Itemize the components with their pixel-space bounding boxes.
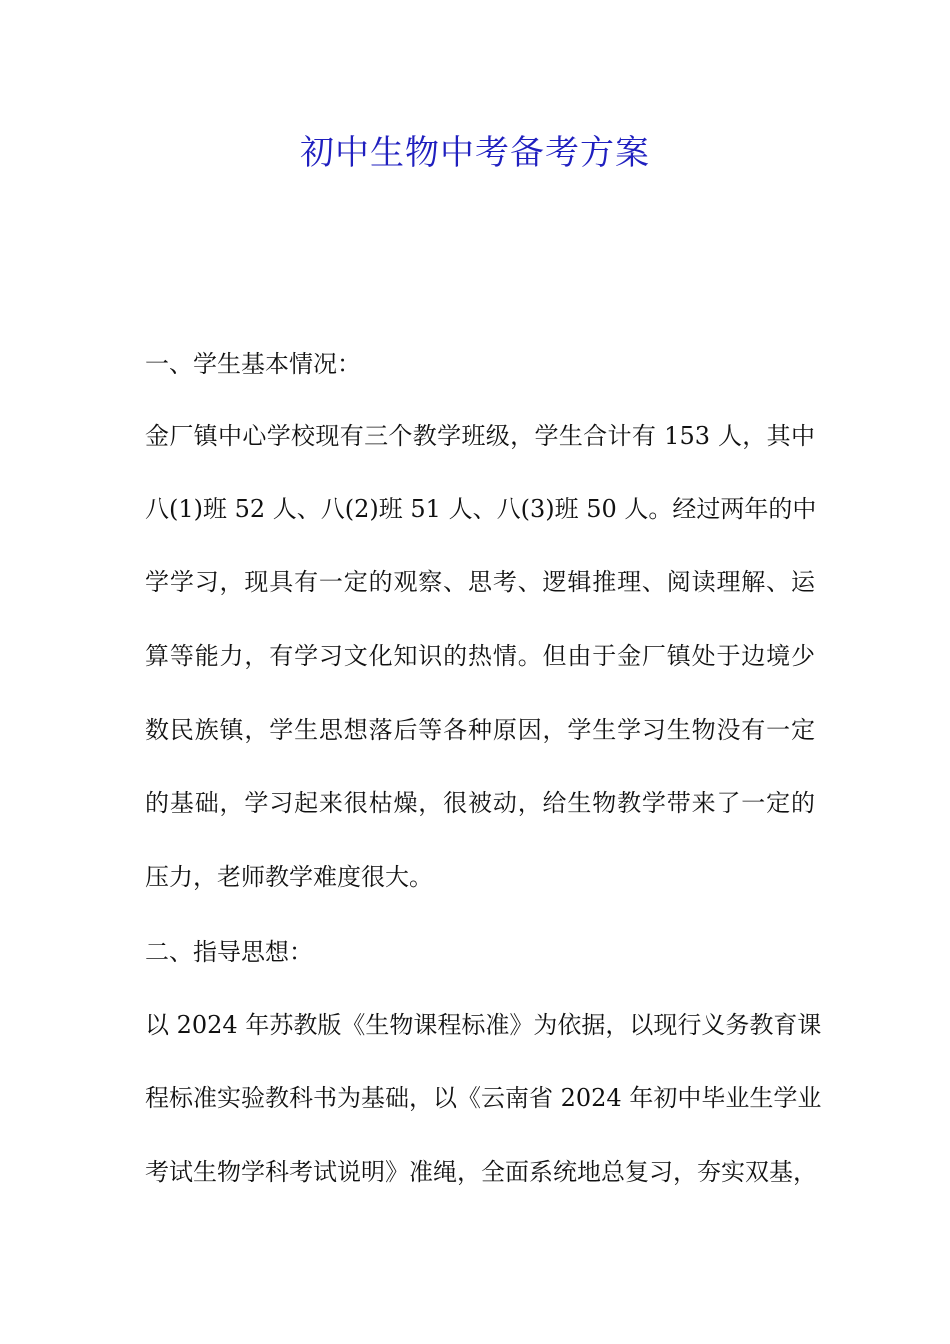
paragraph-line: 以 2024 年苏教版《生物课程标准》为依据，以现行义务教育课 [145,1011,822,1039]
section-heading-student-situation: 一、学生基本情况： [145,350,361,378]
paragraph-line: 学学习，现具有一定的观察、思考、逻辑推理、阅读理解、运 [145,568,815,596]
paragraph-line: 八(1)班 52 人、八(2)班 51 人、八(3)班 50 人。经过两年的中 [145,495,817,523]
document-title: 初中生物中考备考方案 [300,133,650,173]
paragraph-line: 算等能力，有学习文化知识的热情。但由于金厂镇处于边境少 [145,642,815,670]
paragraph-line: 的基础，学习起来很枯燥，很被动，给生物教学带来了一定的 [145,789,815,817]
section-heading-guiding-thought: 二、指导思想： [145,938,313,966]
paragraph-line: 金厂镇中心学校现有三个教学班级，学生合计有 153 人，其中 [145,422,815,450]
paragraph-line: 压力，老师教学难度很大。 [145,863,433,891]
paragraph-line: 数民族镇，学生思想落后等各种原因，学生学习生物没有一定 [145,716,815,744]
paragraph-line: 程标准实验教科书为基础，以《云南省 2024 年初中毕业生学业 [145,1084,822,1112]
paragraph-line: 考试生物学科考试说明》准绳，全面系统地总复习，夯实双基， [145,1158,817,1186]
